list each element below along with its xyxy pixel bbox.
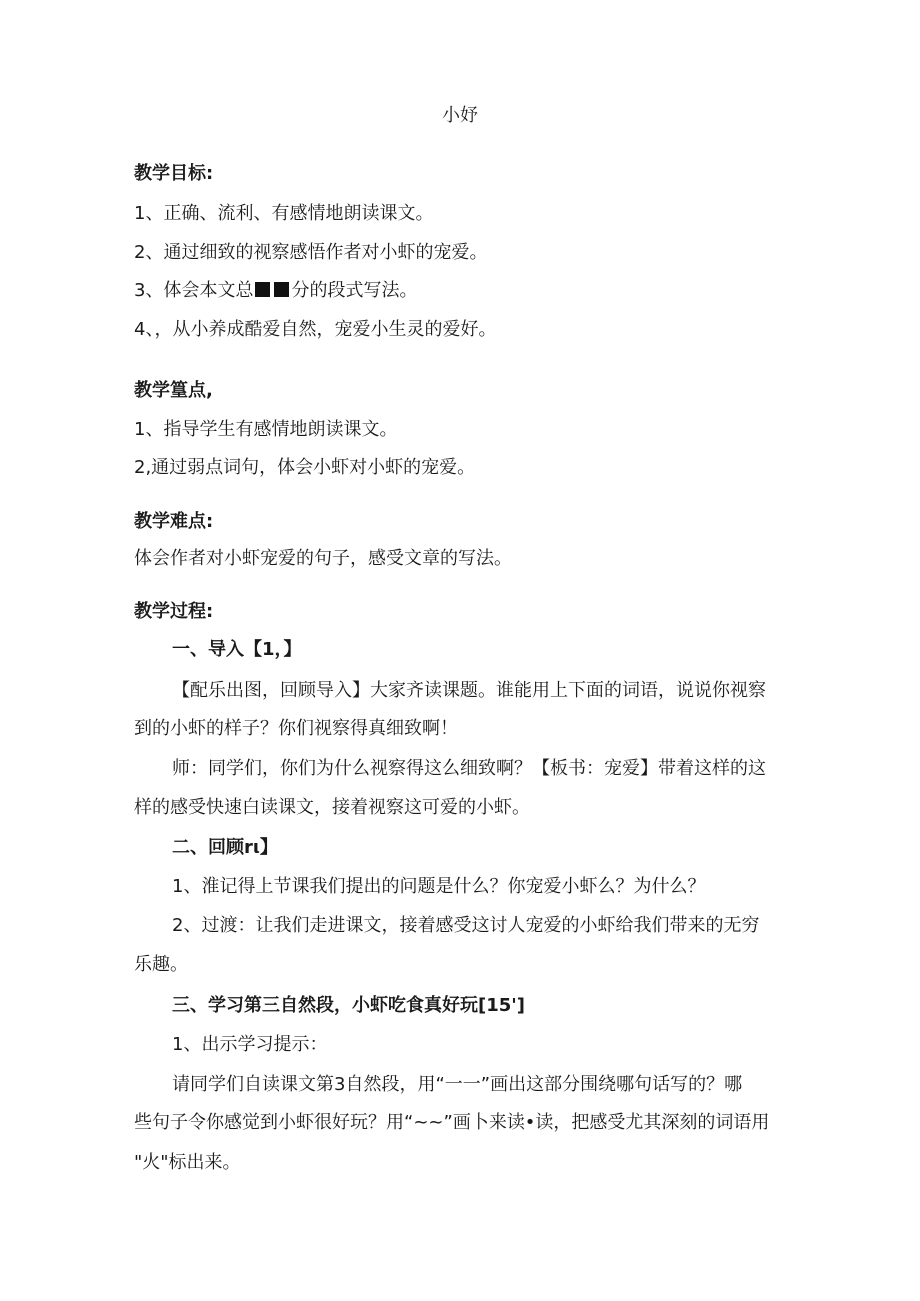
process-heading: 教学过程: (134, 601, 214, 622)
part1-title: 一、导入【1，】 (172, 639, 302, 660)
redacted-block (274, 282, 289, 297)
key-points-heading: 教学篁点, (134, 380, 213, 401)
goals-heading: 教学目标: (134, 163, 214, 184)
goal-item-2: 2、通过细致的视察感悟作者对小虾的宠爱。 (134, 242, 488, 263)
goal-item-1: 1、正确、流利、有感情地朗读课文。 (134, 203, 434, 224)
part1-paragraph1-line1: 【配乐出图，回顾导入】大家齐读课题。谁能用上下面的词语，说说你视察 (172, 680, 766, 701)
part2-item-2-line2: 乐趣。 (134, 954, 188, 975)
part3-paragraph-line3: "火"标出来。 (134, 1152, 241, 1173)
goal-item-4: 4、，从小养成酷爱自然，宠爱小生灵的爱好。 (134, 319, 497, 340)
difficult-text: 体会作者对小虾宠爱的句子，感受文章的写法。 (134, 548, 512, 569)
key-item-2: 2,通过弱点词句，体会小虾对小虾的宠爱。 (134, 457, 476, 478)
part1-paragraph1-line2: 到的小虾的样子？你们视察得真细致啊！ (134, 718, 458, 739)
document-title: 小妤 (442, 105, 478, 126)
goal-item-3-suffix: 分的段式写法。 (291, 280, 418, 301)
redacted-block (255, 282, 270, 297)
part3-title: 三、学习第三自然段，小虾吃食真好玩[15'] (172, 995, 526, 1016)
part2-item-1: 1、淮记得上节课我们提出的问题是什么？你宠爱小虾么？为什么？ (172, 876, 706, 897)
part2-title: 二、回顾rι】 (172, 837, 278, 858)
key-item-1: 1、指导学生有感情地朗读课文。 (134, 419, 398, 440)
part3-item-1: 1、出示学习提示： (172, 1034, 328, 1055)
part3-paragraph-line2: 些句子令你感觉到小虾很好玩？用“~~”画卜来读•读，把感受尤其深刻的词语用 (134, 1112, 770, 1133)
part1-paragraph2-line1: 师：同学们，你们为什么视察得这么细致啊？【板书：宠爱】带着这样的这 (172, 758, 766, 779)
difficult-points-heading: 教学难点: (134, 511, 214, 532)
part3-paragraph-line1: 请同学们自读课文第3自然段，用“一一”画出这部分围绕哪句话写的？哪 (172, 1074, 743, 1095)
part1-paragraph2-line2: 样的感受快速白读课文，接着视察这可爱的小虾。 (134, 797, 530, 818)
goal-item-3-prefix: 3、体会本文总 (134, 280, 254, 301)
goal-item-3 (134, 279, 417, 303)
part2-item-2-line1: 2、过渡：让我们走进课文，接着感受这讨人宠爱的小虾给我们带来的无穷 (172, 915, 760, 936)
